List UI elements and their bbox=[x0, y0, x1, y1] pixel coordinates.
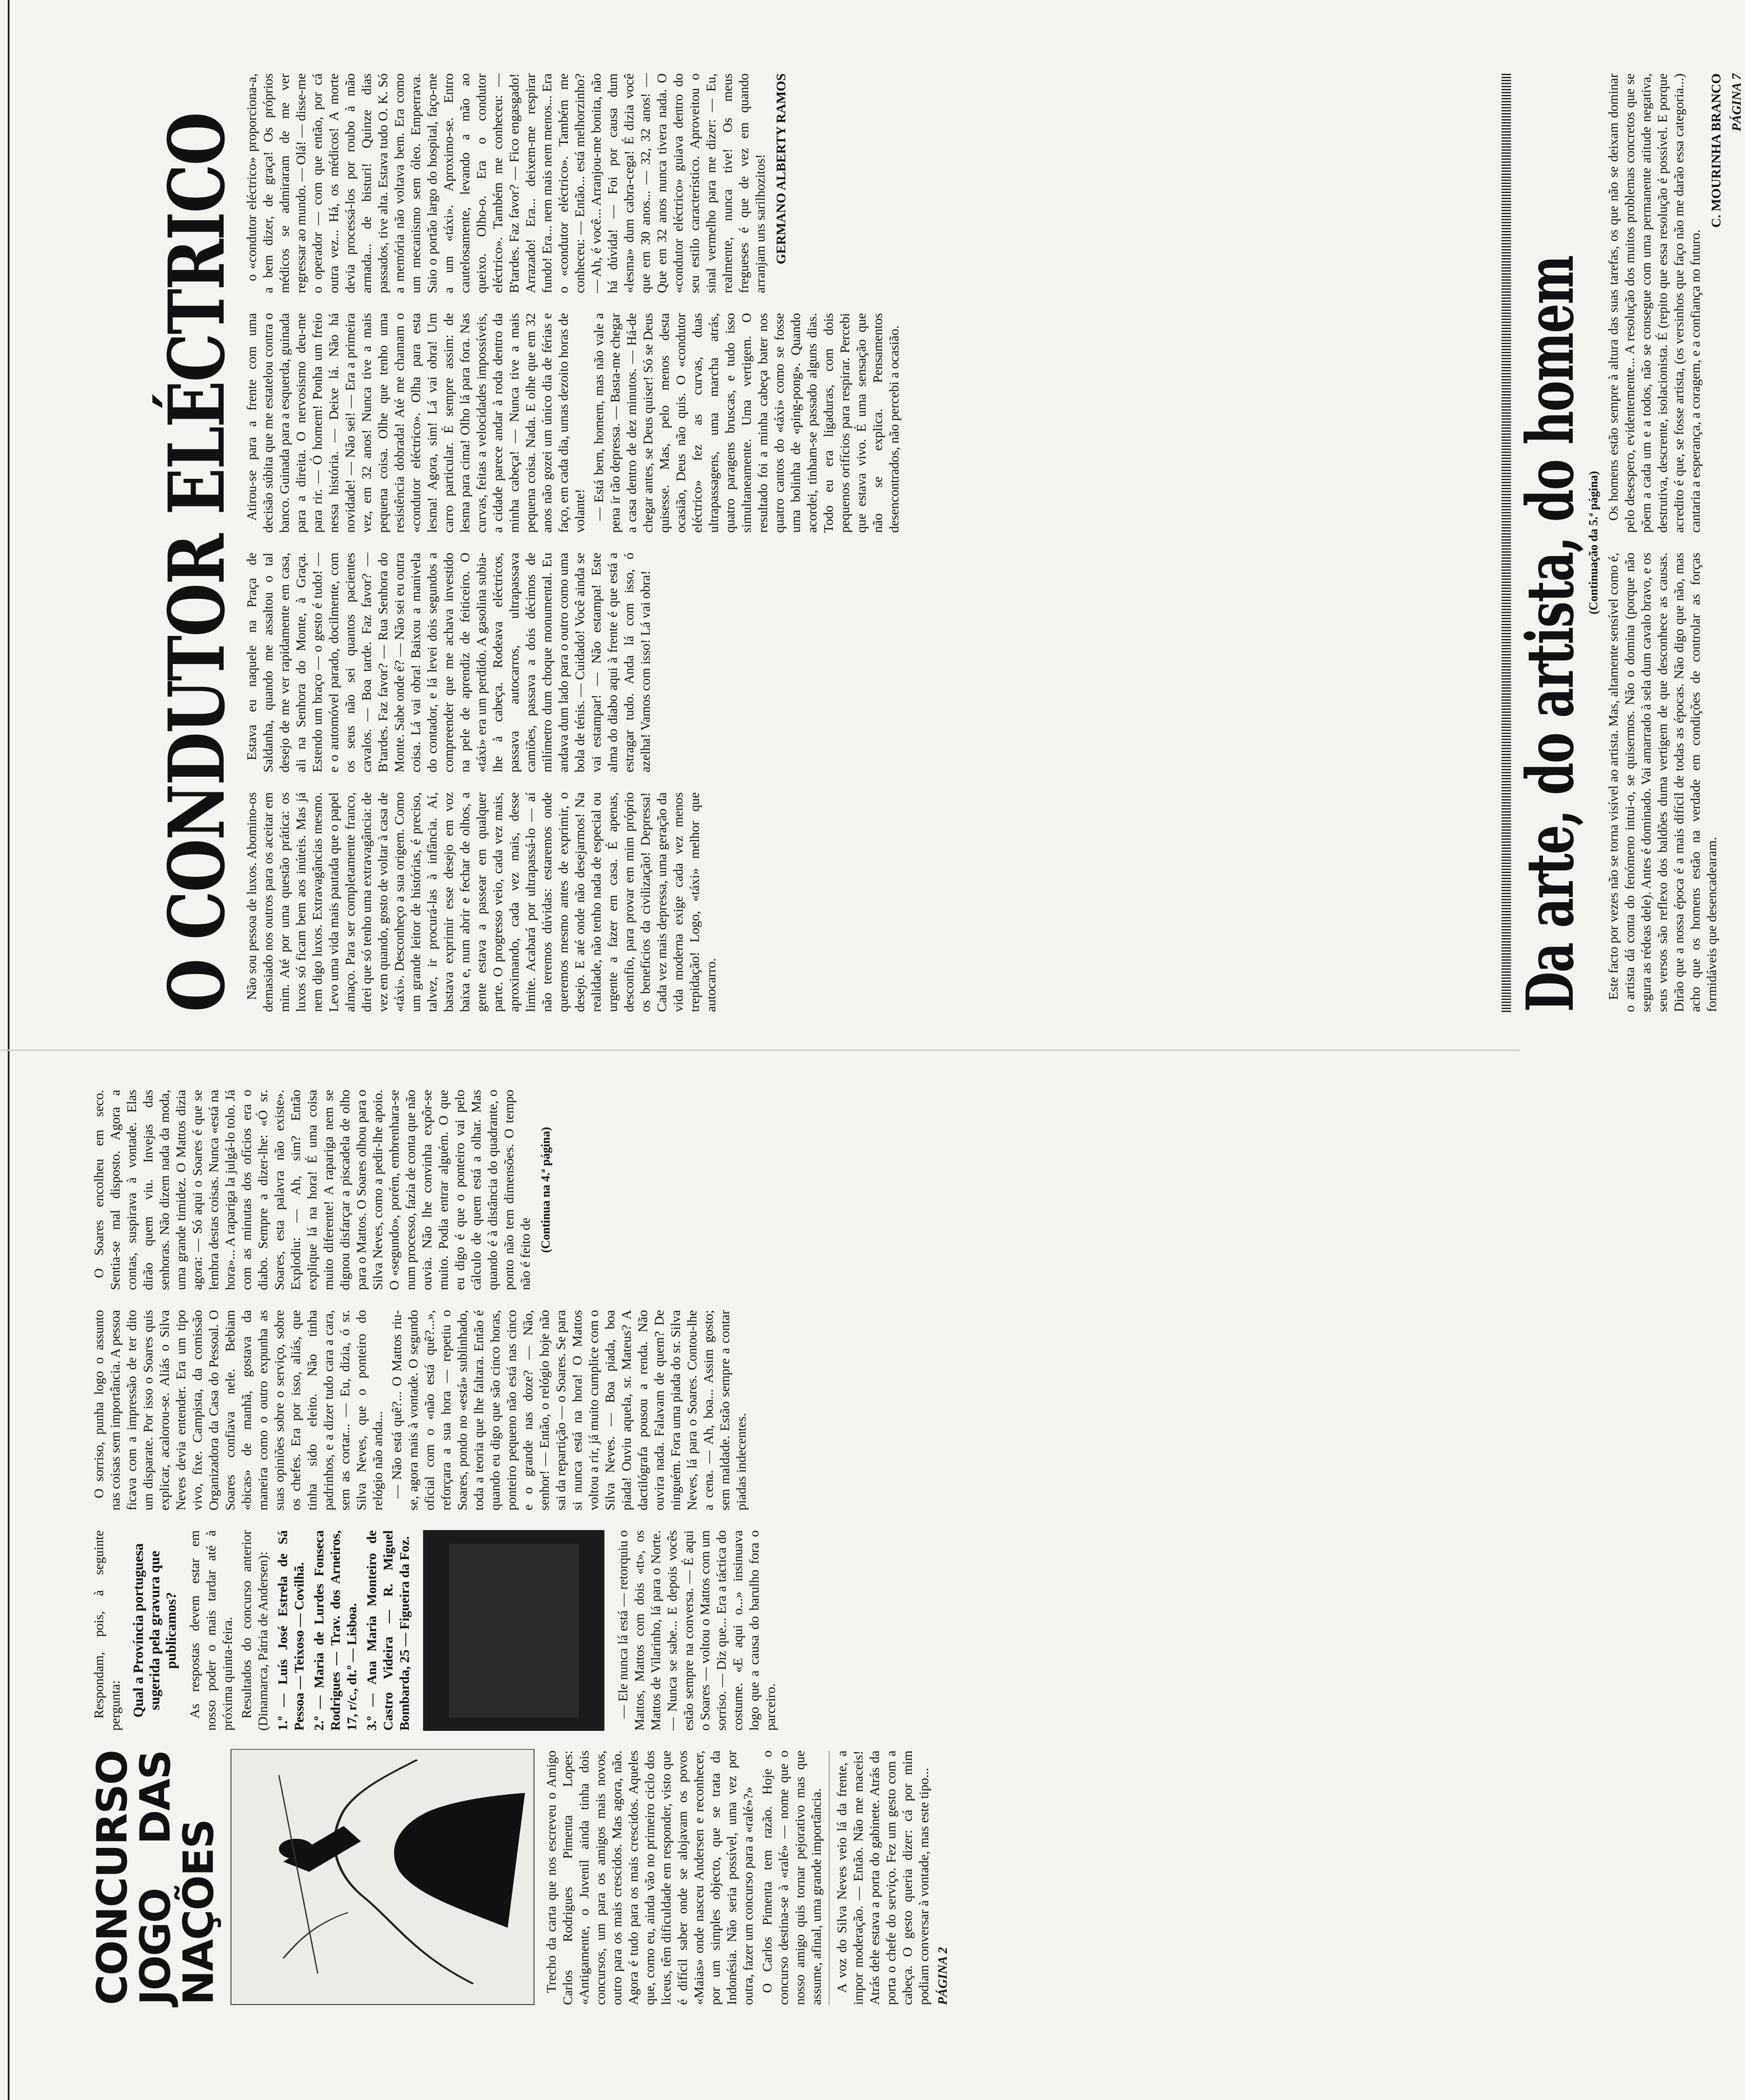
contest-rules: As respostas devem estar em nosso poder o mais tardar até à próxima quinta-feira. bbox=[187, 1530, 235, 1731]
essay-continuation: (Continuação da 5.ª página) bbox=[1587, 471, 1600, 615]
left-column-3 bbox=[91, 1310, 1459, 1510]
contest-reply: O Carlos Pimenta tem razão. Hoje o concurso destina-se à «ralé» — nome que o nosso amigo quis tornar pejorativo mas que assume, afinal, uma grande importância. bbox=[759, 1750, 824, 2005]
contest-title: CONCURSO JOGO DAS NAÇÕES bbox=[88, 1750, 223, 2005]
story-e: O Soares encolheu em seco. Sentia-se mal disposto. Agora a contas, suspirava à vontade. Elas dirão quem viu. Invejas das senhoras. Não dizem nada da moda, uma grande timidez. O Mattos dizia agora: — Só aqui o Soares é que se lembra destas coisas. Nunca «está na hora»... A rapariga la julgá-lo tolo. Já com as minutas dos ofícios era o diabo. Sempre a dizer-lhe: «Ó sr. Soares, esta palavra não existe». Explodiu: — Ah, sim? Então explique lá na hora! É uma coisa muito diferente! A rapariga nem se dignou disfarçar a piscadela de olho para o Mattos. O Soares olhou para o Silva Neves, como a pedir-lhe apoio. O «segundo», porém, embrenhara-se num processo, fazia de conta que não ouvia. Não lhe convinha expôr-se muito. Podia entrar alguém. O que eu digo é que o ponteiro vai pelo cálculo de quem está a olhar. Mas quando é à distância do quadrante, o ponto não tem dimensões. O tempo não é feito de bbox=[91, 1090, 533, 1290]
winner-2: 2.º — Maria de Lurdes Fonseca Rodrigues — Trav. dos Arneiros, 17, r/c., dt.º — Lisboa. bbox=[311, 1530, 359, 1731]
story-c: O sorriso, punha logo o assunto nas coisas sem importância. A pessoa ficava com a impressão de ter dito um disparate. Por isso o Soares quis explicar, acalorou-se. Aliás o Silva Neves devia entender. Era um tipo vivo, fixe. Campista, da comissão Organizadora da Casa do Pessoal. O Soares confiava nele. Bebiam «bicas» de manhã, gostava da maneira como o outro expunha as suas opiniões sobre o serviço, sobre os chefes. Era por isso, aliás, que tinha sido eleito. Não tinha padrinhos, e a dizer tudo cara a cara, sem as cortar... — Eu, dizia, ó sr. Silva Neves, que o ponteiro do relógio não anda... bbox=[91, 1310, 385, 1511]
story-part-2: Estava eu naquele na Praça de Saldanha, quando me assaltou o tal desejo de me ver rapidamente em casa, ali na Senhora do Monte, à Graça. Estendo um braço — o gesto é tudo! — e o automóvel parado, docilmente, com os seus não sei quantos pacientes cavalos. — Boa tarde. Faz favor? — B'tardes. Faz favor? — Rua Senhora do Monte. Sabe onde é? — Não sei eu outra coisa. Lá vai obra! Baixou a manivela do contador, e lá levei dois segundos a compreender que me achava investido na pele de aprendiz de feiticeiro. O «táxi» era um perdido. A gasolina subia-lhe à cabeça. Rodeava eléctricos, passava autocarros, ultrapassava camiões, passava a dois décimos de milímetro dum choque monumental. Eu andava dum lado para o outro como uma bola de ténis. — Cuidado! Você ainda se vai estampar! — Não estampa! Este alma do diabo aqui à frente é que está a estragar tudo. Anda lá com isso, ó azelha! Vamos com isso! Lá vai obra! bbox=[244, 553, 653, 772]
left-page-columns bbox=[88, 1090, 1459, 2005]
dark-image-block bbox=[423, 1530, 604, 1730]
essay-columns bbox=[1605, 73, 1743, 1012]
story-part-3: Atirou-se para a frente com uma decisão súbita que me estatelou contra o banco. Guinada para a esquerda, guinada para a direita. O nervosismo deu-me para rir. — Ó homem! Ponha um freio nessa história. — Deixe lá. Não há novidade! — Não sei! — Era a primeira vez, em 32 anos! Nunca tive a mais pequena coisa. Olhe que tenho uma resistência dobrada! Até me chamam o «condutor eléctrico». Olha para esta lesma! Agora, sim! Lá vai obra! Um carro particular. É sempre assim: de lesma para cima! Olho lá para fora. Nas curvas, feitas a velocidades impossíveis, a cidade parece andar à roda dentro da minha cabeça! — Nunca tive a mais pequena coisa. Nada. E olhe que em 32 anos não gozei um único dia de férias e faço, em cada dia, umas dezoito horas de volante! bbox=[244, 313, 587, 533]
story-b: — Ele nunca lá está — retorquiu o Mattos, Mattos com dois «tt», os Mattos de Vilarinho, lá para o Norte. — Nunca se sabe... E depois vocês estão sempre na conversa. — É aqui o Soares — voltou o Mattos com um sorriso. — Diz que... Era a táctica do costume. «E aqui o...» insinuava logo que a causa do barulho fora o parceiro. bbox=[615, 1530, 778, 1731]
story-a: A voz do Silva Neves veio lá da frente, a impor moderação. — Então. Não me maceis! Atrás dele estava a porta do gabinete. Atrás da porta o chefe do serviço. Fez um gesto com a cabeça. O gesto queria dizer: cá por mim podiam conversar à vontade, mas este tipo... bbox=[834, 1750, 931, 2005]
left-column-1 bbox=[88, 1750, 1459, 2005]
contest-illustration bbox=[231, 1749, 534, 2005]
contest-question: Qual a Província portuguesa sugerida pela gravura que publicamos? bbox=[131, 1543, 179, 1718]
right-page-columns bbox=[243, 73, 1495, 1012]
page-number-right: PÁGINA 7 bbox=[1729, 73, 1744, 132]
story-part-4: — Está bem, homem, mas não vale a pena ir tão depressa. — Basta-me chegar a casa dentro de dez minutos. — Há-de chegar antes, se Deus quiser! Só se Deus quisesse. Mas, pelo menos desta ocasião, Deus não quis. O «condutor eléctrico» fez as curvas, duas ultrapassagens, uma marcha atrás, quatro paragens bruscas, e tudo isso simultaneamente. Uma vertigem. O resultado foi a minha cabeça bater nos quatro cantos do «táxi» como se fosse uma bolinha de «ping-pong». Quando acordei, tinham-se passado alguns dias. Todo eu era ligaduras, com dois pequenos orifícios para respirar. Percebi que estava vivo. É uma sensação que não se explica. Pensamentos desencontrados, não percebi a ocasião. bbox=[591, 313, 901, 533]
essay-title: Da arte, do artista, do homem bbox=[1512, 256, 1588, 1012]
winner-1: 1.º — Luís José Estrela de Sá Pessoa — Teixoso — Covilhã. bbox=[275, 1530, 307, 1731]
right-column-2 bbox=[243, 553, 1495, 772]
story-part-5: o «condutor eléctrico» proporciona-a, a bem dizer, de graça! Os próprios médicos se admiraram de me ver regressar ao mundo. — Olá! — disse-me o operador — com que então, por cá outra vez... Há, os médicos! A morte devia processá-los por roubo à mão armada... de bisturi! Quinze dias passados, tive alta. Estava tudo O. K. Só a memória não voltava bem. Era como um mecanismo sem óleo. Emperrava. Saio o portão largo do hospital, faço-me a um «táxi». Aproximo-se. Entro cautelosamente, levando a mão ao queixo. Olho-o. Era o condutor eléctrico». Também me conheceu: — B'tardes. Faz favor? — Fico engasgado! Arrazado! Era... deixem-me respirar fundo! Era... nem mais nem menos... Era o «condutor eléctrico». Também me conheceu: — Então... está melhorzinho? — Ah, é você... Arranjou-me bonita, não há dúvida! — Foi por causa dum «lesma» dum cabra-cega! É dizia você que em 30 anos... — 32, 32 anos! — Que em 32 anos nunca tivera nada. O «condutor eléctrico» guiava dentro do seu estilo característico. Aproveitou o sinal vermelho para me dizer: — Eu, realmente, nunca tive! Os meus fregueses é que de vez em quando arranjam uns sarilhozitos! bbox=[244, 73, 768, 293]
contest-respond: Respondam, pois, à seguinte pergunta: bbox=[91, 1530, 123, 1731]
contest-intro: Trecho da carta que nos escreveu o Amigo Carlos Rodrigues Pimenta Lopes: «Antigamente, o Juvenil ainda tinha dois concursos, um para os amigos mais novos, outro para os mais crescidos. Mas agora, não. Agora é tudo para os mais crescidos. Aqueles que, como eu, ainda vão no primeiro ciclo dos liceus, têm dificuldade em responder, visto que é difícil saber onde se alojavam os povos «Maias» onde nasceu Andersen e reconhecer, por um simples objecto, que se trata da Indonésia. Não seria possível, uma vez por outra, fazer um concurso para a «ralé»?» bbox=[544, 1750, 756, 2005]
hatched-divider bbox=[1502, 73, 1511, 1012]
story-signature: GERMANO ALBERTY RAMOS bbox=[773, 73, 788, 265]
contest-results-intro: Resultados do concurso anterior (Dinamarca, Pátria de Andersen): bbox=[239, 1530, 270, 1731]
essay-part-2: Os homens estão sempre à altura das suas tarefas, os que não se deixam dominar pelo desespero, evidentemente... A resolução dos muitos problemas concretos que se põem a cada um e a todos, não se consegue com uma permanente atitude negativa, destrutiva, descrente, isolacionista. É (repito que essa resolução é possível. E porque acredito é que, se fosse artista, (os versinhos que faço não me darão essa categoria...) cantaria a esperança, a coragem, e a confiança no futuro. bbox=[1606, 73, 1703, 533]
page-2 bbox=[0, 1051, 1520, 2100]
story-title: O CONDUTOR ELÉCTRICO bbox=[152, 113, 242, 1012]
story-part-1: Não sou pessoa de luxos. Abomino-os demasiado nos outros para os aceitar em mim. Até por uma questão prática: os luxos só ficam bem aos inúteis. Mas já nem digo luxos. Extravagâncias mesmo. Levo uma vida mais pautada que o papel almaço. Para ser completamente franco, direi que só tenho uma extravagância: de vez em quando, gosto de voltar à casa de «táxi». Desconheço a sua origem. Como um grande leitor de histórias, é preciso, talvez, ir procurá-las à infância. Aí, bastava exprimir esse desejo em voz baixa e, num abrir e fechar de olhos, a gente estava a passear em qualquer parte. O progresso veio, cada vez mais, aproximando, cada vez mais, desse limite. Acabará por ultrapassá-lo — aí não teremos dúvidas: estaremos onde queremos mesmo antes de exprimir, o desejo. E até onde não desejarmos! Na realidade, não tenho nada de especial ou urgente a fazer em casa. É apenas, desconfio, para provar em mim próprio os benefícios da civilização! Depressa! Cada vez mais depressa, uma geração da vida moderna exige cada vez menos trepidação! Logo, «táxi» melhor que autocarro. bbox=[244, 792, 718, 1012]
story-d: — Não está quê?... O Mattos riu-se, agora mais à vontade. O segundo oficial com o «não está quê?...», reforçara a sua hora — repetiu o Soares, pondo no «está» sublinhado, toda a teoria que lhe faltara. Então é quando eu digo que são cinco horas, ponteiro pequeno não está nas cinco e o grande nas doze? — Não, senhor! — Então, o relógio hoje não sai da repartição — o Soares. Se para si nunca está na hora! O Mattos voltou a rir, já muito cumplice com o Silva Neves. — Boa piada, boa piada! Ouviu aquela, sr. Mateus? A dactilógrafa pousou a renda. Não ouvira nada. Falavam de quem? De ninguém. Fora uma piada do sr. Silva Neves, lá para o Soares. Contou-lhe a cena. — Ah, boa... Assim gosto; sem maldade. Estão sempre a contar piadas indecentes. bbox=[389, 1310, 749, 1511]
essay-column-1 bbox=[1605, 553, 1743, 1012]
right-column-4 bbox=[243, 73, 1495, 293]
right-column-1 bbox=[243, 792, 1495, 1012]
essay-signature: C. MOURINHA BRANCO bbox=[1708, 73, 1723, 228]
right-column-3 bbox=[243, 313, 1495, 533]
story-header bbox=[91, 73, 242, 1012]
left-column-4 bbox=[91, 1090, 1459, 1290]
left-column-2 bbox=[91, 1530, 1459, 1730]
essay-column-2 bbox=[1605, 73, 1743, 533]
continued-note: (Continua na 4.ª página) bbox=[539, 1127, 553, 1253]
page-number-left: PÁGINA 2 bbox=[936, 1947, 950, 2005]
essay-part-1: Este facto por vezes não se torna visível ao artista. Mas, altamente sensível como é, o artista dá conta do fenómeno intui-o, se quisermos. Não o domina (porque não segura as rédeas dele). Antes é dominado. Vai amarrado à sela dum cavalo bravo, e os seus versos são reflexo dos baldões duma vertigem de que desconhece as causas. Dirão que a nossa época é a mais difícil de todas as épocas. Não digo que não, mas acho que os homens estão na verdade em condições de controlar as forças formidáveis que desencadearam. bbox=[1606, 553, 1719, 1012]
winner-3: 3.º — Ana Maria Monteiro de Castro Videira — R. Miguel Bombarda, 25 — Figueira da Foz. bbox=[364, 1530, 412, 1731]
